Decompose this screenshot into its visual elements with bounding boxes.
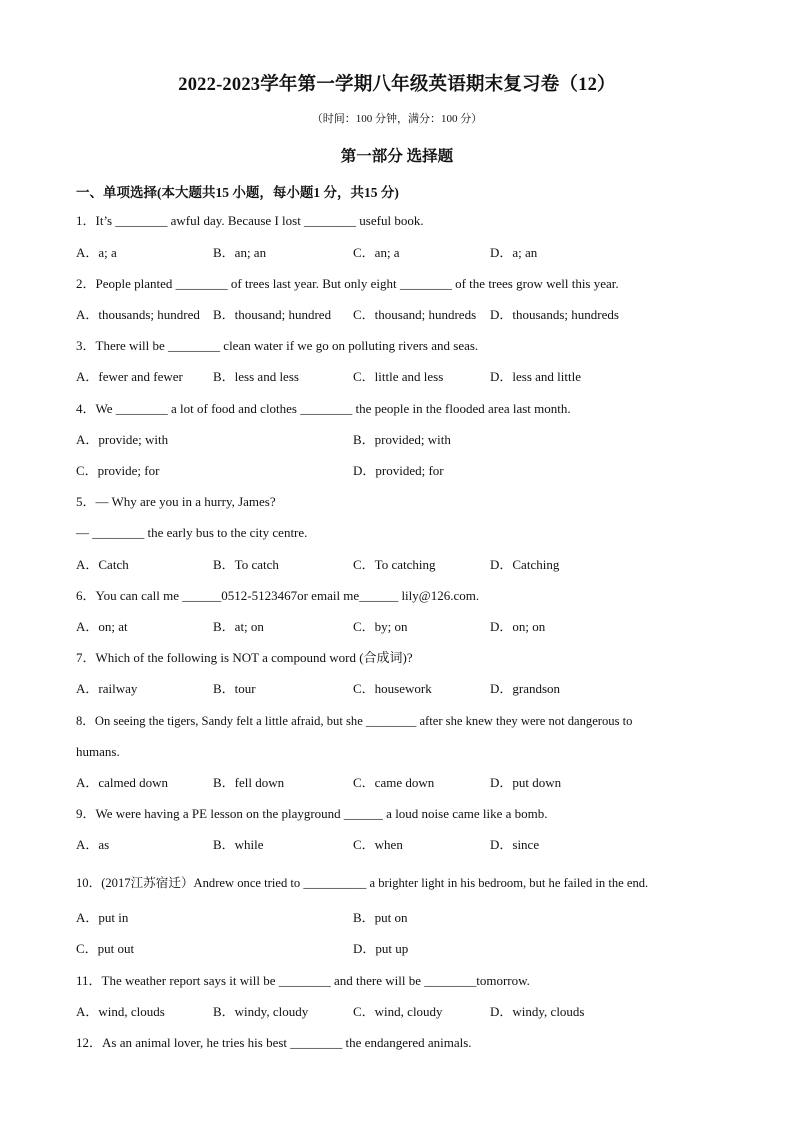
option-d[interactable]: D．windy, clouds (490, 1004, 585, 1019)
option-c[interactable]: C．provide; for (76, 463, 160, 478)
option-d[interactable]: D．provided; for (353, 463, 444, 478)
option-b[interactable]: B．windy, cloudy (213, 1004, 309, 1019)
option-d[interactable]: D．a; an (490, 245, 538, 260)
option-b[interactable]: B．To catch (213, 557, 279, 572)
option-d[interactable]: D．put up (353, 941, 409, 956)
option-c[interactable]: C．came down (353, 775, 435, 790)
option-c[interactable]: C．wind, cloudy (353, 1004, 443, 1019)
option-a[interactable]: A．thousands; hundred (76, 307, 200, 322)
option-a[interactable]: A．railway (76, 681, 138, 696)
question-8-stem: 8．On seeing the tigers, Sandy felt a little afraid, but she ________ after she knew they were not dangerous to (76, 714, 633, 728)
option-b[interactable]: B．less and less (213, 369, 299, 384)
option-b[interactable]: B．thousand; hundred (213, 307, 332, 322)
option-c[interactable]: C．by; on (353, 619, 408, 634)
option-b[interactable]: B．provided; with (353, 432, 451, 447)
option-c[interactable]: C．thousand; hundreds (353, 307, 477, 322)
question-5-options (76, 556, 756, 574)
option-b[interactable]: B．put on (353, 910, 408, 925)
option-c[interactable]: C．put out (76, 941, 135, 956)
question-11-options (76, 1003, 756, 1021)
option-c[interactable]: C．To catching (353, 557, 436, 572)
option-c[interactable]: C．housework (353, 681, 432, 696)
question-6-stem: 6．You can call me ______0512-5123467or email me______ lily@126.com. (76, 588, 480, 603)
question-8-stem-continued: humans. (76, 744, 120, 759)
question-4-options-row2 (76, 462, 756, 480)
question-9-options (76, 836, 756, 854)
question-5-stem: 5．— Why are you in a hurry, James? (76, 494, 276, 509)
question-2-options (76, 306, 756, 324)
option-a[interactable]: A．calmed down (76, 775, 169, 790)
option-b[interactable]: B．fell down (213, 775, 285, 790)
option-b[interactable]: B．tour (213, 681, 256, 696)
question-4-stem: 4．We ________ a lot of food and clothes ________ the people in the flooded area last month. (76, 401, 571, 416)
option-d[interactable]: D．put down (490, 775, 562, 790)
option-b[interactable]: B．at; on (213, 619, 264, 634)
question-10-options-row2 (76, 940, 756, 958)
option-c[interactable]: C．an; a (353, 245, 400, 260)
question-7-stem: 7．Which of the following is NOT a compound word (合成词)? (76, 650, 413, 665)
option-a[interactable]: A．wind, clouds (76, 1004, 165, 1019)
option-a[interactable]: A．put in (76, 910, 129, 925)
option-a[interactable]: A．Catch (76, 557, 129, 572)
question-3-options (76, 368, 756, 386)
option-c[interactable]: C．little and less (353, 369, 444, 384)
question-1-options (76, 244, 756, 262)
question-11-stem: 11．The weather report says it will be ________ and there will be ________tomorrow. (76, 973, 530, 988)
question-10-options-row1 (76, 909, 756, 927)
question-8-options (76, 774, 756, 792)
option-a[interactable]: A．as (76, 837, 110, 852)
option-d[interactable]: D．Catching (490, 557, 560, 572)
option-a[interactable]: A．provide; with (76, 432, 169, 447)
option-a[interactable]: A．on; at (76, 619, 128, 634)
option-d[interactable]: D．less and little (490, 369, 581, 384)
exam-time-score: （时间：100 分钟，满分：100 分） (311, 113, 483, 125)
option-d[interactable]: D．grandson (490, 681, 561, 696)
option-d[interactable]: D．thousands; hundreds (490, 307, 619, 322)
option-d[interactable]: D．since (490, 837, 540, 852)
part-title: 第一部分 选择题 (340, 148, 454, 165)
question-3-stem: 3．There will be ________ clean water if we go on polluting rivers and seas. (76, 338, 479, 353)
question-2-stem: 2．People planted ________ of trees last year. But only eight ________ of the trees grow well this year. (76, 276, 619, 291)
section-title: 一、单项选择(本大题共15 小题，每小题1 分，共15 分) (76, 185, 399, 200)
question-9-stem: 9．We were having a PE lesson on the playground ______ a loud noise came like a bomb. (76, 806, 548, 821)
option-b[interactable]: B．an; an (213, 245, 267, 260)
question-4-options-row1 (76, 431, 756, 449)
question-1-stem: 1．It’s ________ awful day. Because I lost ________ useful book. (76, 213, 424, 228)
question-7-options (76, 680, 756, 698)
exam-title: 2022-2023学年第一学期八年级英语期末复习卷（12） (178, 75, 616, 95)
option-a[interactable]: A．a; a (76, 245, 117, 260)
question-6-options (76, 618, 756, 636)
option-a[interactable]: A．fewer and fewer (76, 369, 183, 384)
question-10-stem: 10．(2017江苏宿迁）Andrew once tried to __________ a brighter light in his bedroom, but he failed in the end. (76, 876, 649, 890)
option-c[interactable]: C．when (353, 837, 403, 852)
option-b[interactable]: B．while (213, 837, 264, 852)
question-5-stem-reply: — ________ the early bus to the city centre. (76, 525, 308, 540)
option-d[interactable]: D．on; on (490, 619, 546, 634)
question-12-stem: 12．As an animal lover, he tries his best ________ the endangered animals. (76, 1035, 472, 1050)
